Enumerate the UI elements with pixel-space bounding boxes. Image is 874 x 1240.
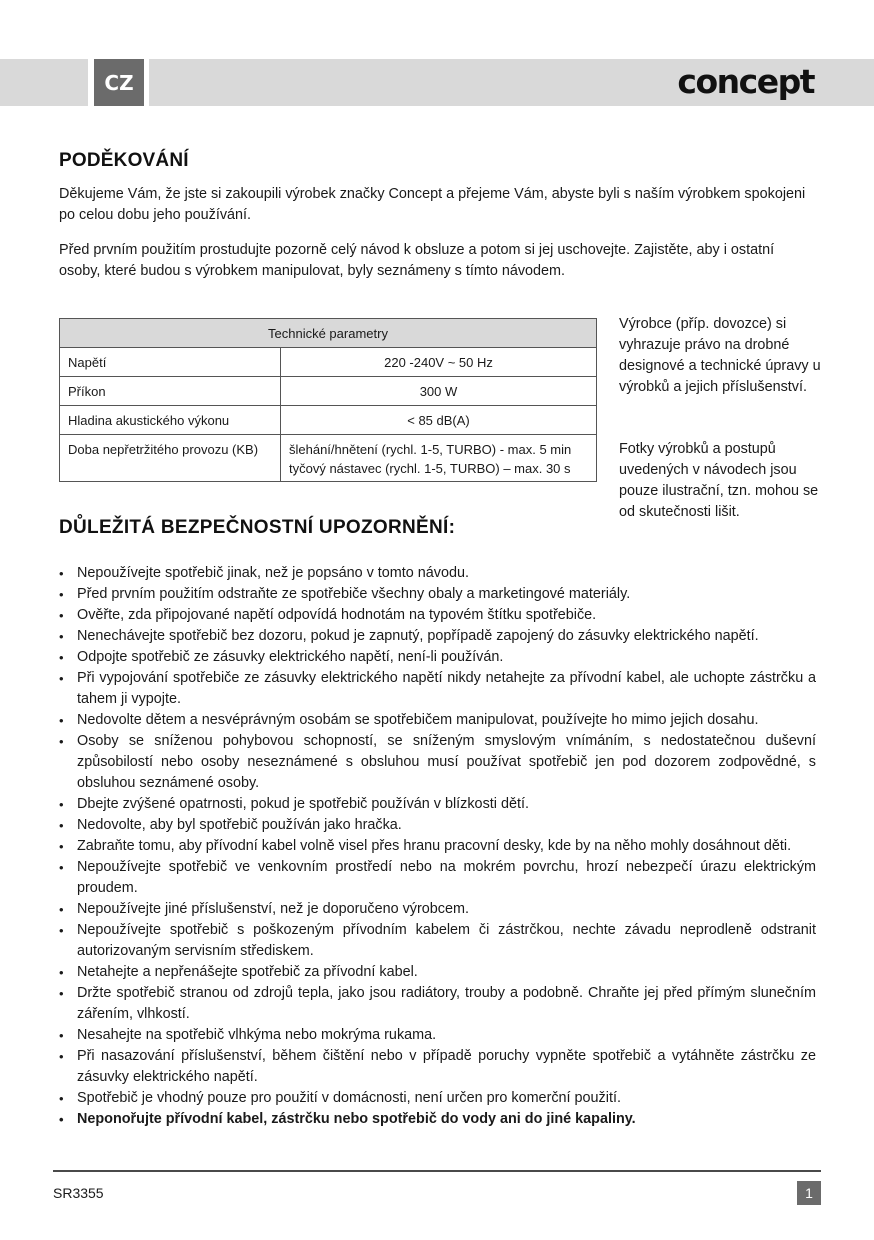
param-label: Příkon	[60, 377, 281, 406]
param-label: Doba nepřetržitého provozu (KB)	[60, 435, 281, 482]
list-item: • Nepoužívejte spotřebič jinak, než je popsáno v tomto návodu.	[59, 563, 816, 584]
list-item: • Nenechávejte spotřebič bez dozoru, pokud je zapnutý, popřípadě zapojený do zásuvky elektrického napětí.	[59, 626, 816, 647]
list-item: • Zabraňte tomu, aby přívodní kabel volně visel přes hranu pracovní desky, kde by na něho mohly dosáhnout děti.	[59, 836, 816, 857]
param-value: 220 -240V ~ 50 Hz	[281, 348, 597, 377]
instructions-paragraph: Před prvním použitím prostudujte pozorně celý návod k obsluze a potom si jej uschovejte. Zajistěte, aby i ostatní osoby, které budou s výrobkem manipulovat, byly seznámeny s tímto návodem.	[59, 242, 775, 279]
table-row	[60, 348, 597, 377]
list-item: • Nepoužívejte jiné příslušenství, než je doporučeno výrobcem.	[59, 899, 816, 920]
section-title-thanks: PODĚKOVÁNÍ	[59, 150, 189, 171]
list-item: • Osoby se sníženou pohybovou schopností, se sníženým smyslovým vnímáním, s nedostatečnou duševní způsobilostí nebo osoby neseznámené s obsluhou musí používat spotřebič jen pod dozorem zodpovědné, s obsluhou seznámené osoby.	[59, 731, 816, 794]
page-number-badge: 1	[797, 1181, 821, 1205]
param-value: 300 W	[281, 377, 597, 406]
thanks-paragraph: Děkujeme Vám, že jste si zakoupili výrobek značky Concept a přejeme Vám, abyste byli s naším výrobkem spokojeni po celou dobu jeho používání.	[59, 186, 806, 223]
param-label: Hladina akustického výkonu	[60, 406, 281, 435]
list-item: • Nedovolte, aby byl spotřebič používán jako hračka.	[59, 815, 816, 836]
table-row	[60, 435, 597, 482]
section-title-safety: DŮLEŽITÁ BEZPEČNOSTNÍ UPOZORNĚNÍ:	[59, 517, 456, 538]
list-item: • Odpojte spotřebič ze zásuvky elektrického napětí, není-li používán.	[59, 647, 816, 668]
param-label: Napětí	[60, 348, 281, 377]
header-bar-right	[149, 59, 874, 106]
header-bar-left	[0, 59, 88, 106]
list-item: • Při nasazování příslušenství, během čištění nebo v případě poruchy vypněte spotřebič a vytáhněte zástrčku ze zásuvky elektrického napětí.	[59, 1046, 816, 1088]
list-item: • Ověřte, zda připojované napětí odpovídá hodnotám na typovém štítku spotřebiče.	[59, 605, 816, 626]
param-value-line: tyčový nástavec (rychl. 1-5, TURBO) – max. 30 s	[289, 461, 571, 476]
side-note-manufacturer-rights: Výrobce (příp. dovozce) si vyhrazuje právo na drobné designové a technické úpravy u výrobků a jejich příslušenství.	[619, 316, 821, 395]
safety-list	[59, 563, 816, 1130]
list-item: • Při vypojování spotřebiče ze zásuvky elektrického napětí nikdy netahejte za přívodní kabel, ale uchopte zástrčku a tahem ji vypojte.	[59, 668, 816, 710]
list-item-emphasis: • Neponořujte přívodní kabel, zástrčku nebo spotřebič do vody ani do jiné kapaliny.	[59, 1109, 816, 1130]
list-item: • Držte spotřebič stranou od zdrojů tepla, jako jsou radiátory, trouby a podobně. Chraňte jej před přímým slunečním zářením, vlhkostí.	[59, 983, 816, 1025]
list-item: • Nepoužívejte spotřebič s poškozeným přívodním kabelem či zástrčkou, nechte závadu neprodleně odstranit autorizovaným servisním střediskem.	[59, 920, 816, 962]
list-item: • Dbejte zvýšené opatrnosti, pokud je spotřebič používán v blízkosti dětí.	[59, 794, 816, 815]
list-item: • Nepoužívejte spotřebič ve venkovním prostředí nebo na mokrém povrchu, hrozí nebezpečí úrazu elektrickým proudem.	[59, 857, 816, 899]
model-number: SR3355	[53, 1185, 104, 1201]
table-header: Technické parametry	[60, 319, 597, 348]
list-item: • Netahejte a nepřenášejte spotřebič za přívodní kabel.	[59, 962, 816, 983]
list-item: • Před prvním použitím odstraňte ze spotřebiče všechny obaly a marketingové materiály.	[59, 584, 816, 605]
table-header-row	[60, 319, 597, 348]
technical-parameters-table	[59, 318, 597, 482]
table-row	[60, 406, 597, 435]
list-item: • Nesahejte na spotřebič vlhkýma nebo mokrýma rukama.	[59, 1025, 816, 1046]
param-value	[281, 435, 597, 482]
param-value-line: šlehání/hnětení (rychl. 1-5, TURBO) - max. 5 min	[289, 442, 572, 457]
list-item: • Spotřebič je vhodný pouze pro použití v domácnosti, není určen pro komerční použití.	[59, 1088, 816, 1109]
table-row	[60, 377, 597, 406]
concept-logo: concept	[677, 62, 814, 101]
side-note-illustrative-photos: Fotky výrobků a postupů uvedených v návodech jsou pouze ilustrační, tzn. mohou se od skutečnosti lišit.	[619, 441, 819, 520]
list-item: • Nedovolte dětem a nesvéprávným osobám se spotřebičem manipulovat, používejte ho mimo jejich dosahu.	[59, 710, 816, 731]
param-value: < 85 dB(A)	[281, 406, 597, 435]
language-badge: CZ	[94, 59, 144, 106]
footer-divider	[53, 1170, 821, 1172]
